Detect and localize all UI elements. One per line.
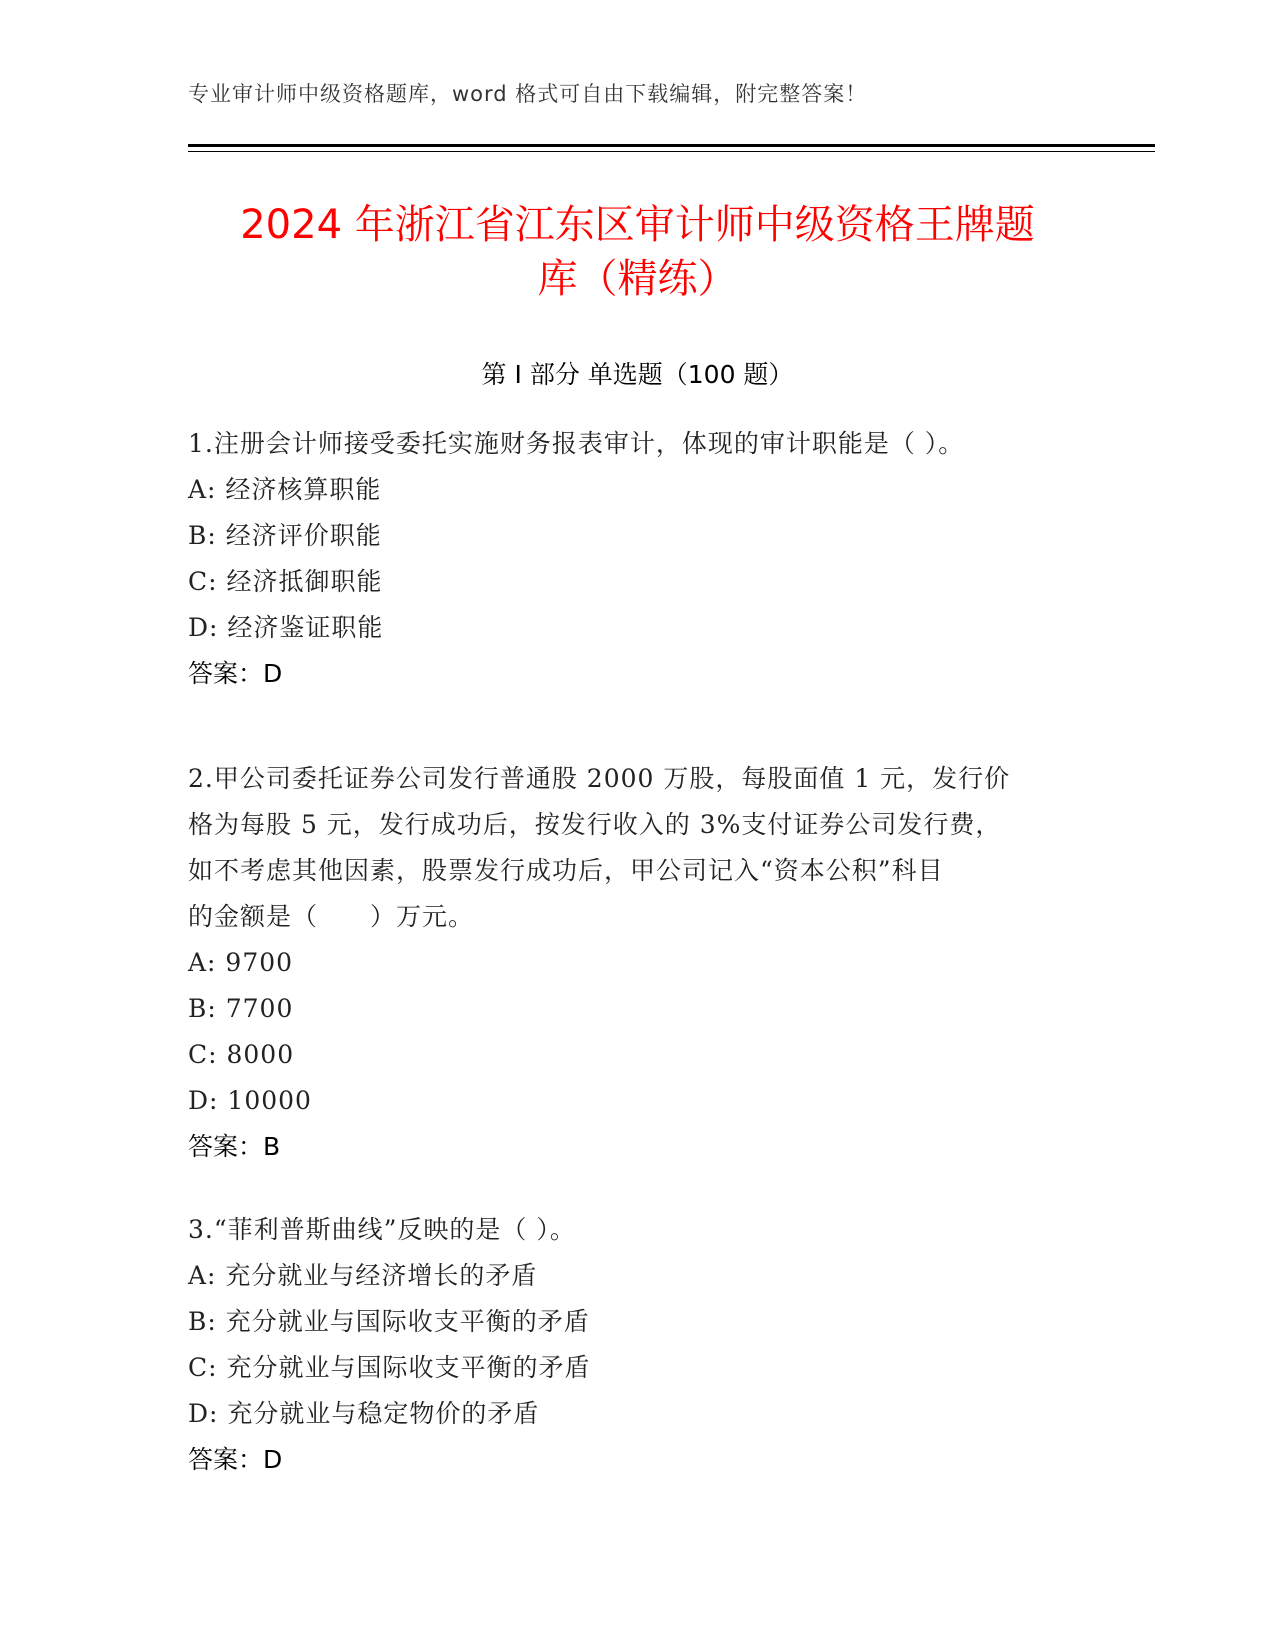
option-b: B: 充分就业与国际收支平衡的矛盾 — [188, 1307, 590, 1336]
option-d: D: 充分就业与稳定物价的矛盾 — [188, 1399, 540, 1428]
question-stem-line-2: 格为每股 5 元，发行成功后，按发行收入的 3%支付证券公司发行费， — [188, 810, 1002, 839]
header-rule-thick — [188, 144, 1155, 147]
question-stem-line-1: 2.甲公司委托证券公司发行普通股 2000 万股，每股面值 1 元，发行价 — [188, 764, 1011, 793]
answer: 答案：D — [188, 659, 283, 688]
header-note: 专业审计师中级资格题库，word 格式可自由下载编辑，附完整答案！ — [188, 82, 868, 106]
document-title — [160, 198, 1115, 306]
question-stem-line-4: 的金额是（ ）万元。 — [188, 902, 475, 931]
option-c: C: 充分就业与国际收支平衡的矛盾 — [188, 1353, 591, 1382]
question-stem: 1.注册会计师接受委托实施财务报表审计，体现的审计职能是（ ）。 — [188, 429, 965, 458]
option-a: A: 经济核算职能 — [188, 475, 382, 504]
question-stem-line-3: 如不考虑其他因素，股票发行成功后，甲公司记入“资本公积”科目 — [188, 856, 944, 885]
option-c: C: 经济抵御职能 — [188, 567, 383, 596]
question-1 — [188, 421, 1088, 697]
option-a: A: 9700 — [188, 948, 294, 977]
question-stem: 3.“菲利普斯曲线”反映的是（ ）。 — [188, 1215, 576, 1244]
option-b: B: 经济评价职能 — [188, 521, 382, 550]
option-d: D: 经济鉴证职能 — [188, 613, 384, 642]
answer: 答案：D — [188, 1445, 283, 1474]
header-rule-thin — [188, 151, 1155, 152]
question-2 — [188, 756, 1088, 1170]
option-a: A: 充分就业与经济增长的矛盾 — [188, 1261, 538, 1290]
option-c: C: 8000 — [188, 1040, 295, 1069]
title-line-1: 2024 年浙江省江东区审计师中级资格王牌题 — [240, 202, 1035, 248]
option-d: D: 10000 — [188, 1086, 312, 1115]
section-title: 第 I 部分 单选题（100 题） — [481, 360, 794, 389]
question-3 — [188, 1207, 1088, 1483]
option-b: B: 7700 — [188, 994, 294, 1023]
answer: 答案：B — [188, 1132, 281, 1161]
title-line-2: 库（精练） — [537, 256, 738, 302]
